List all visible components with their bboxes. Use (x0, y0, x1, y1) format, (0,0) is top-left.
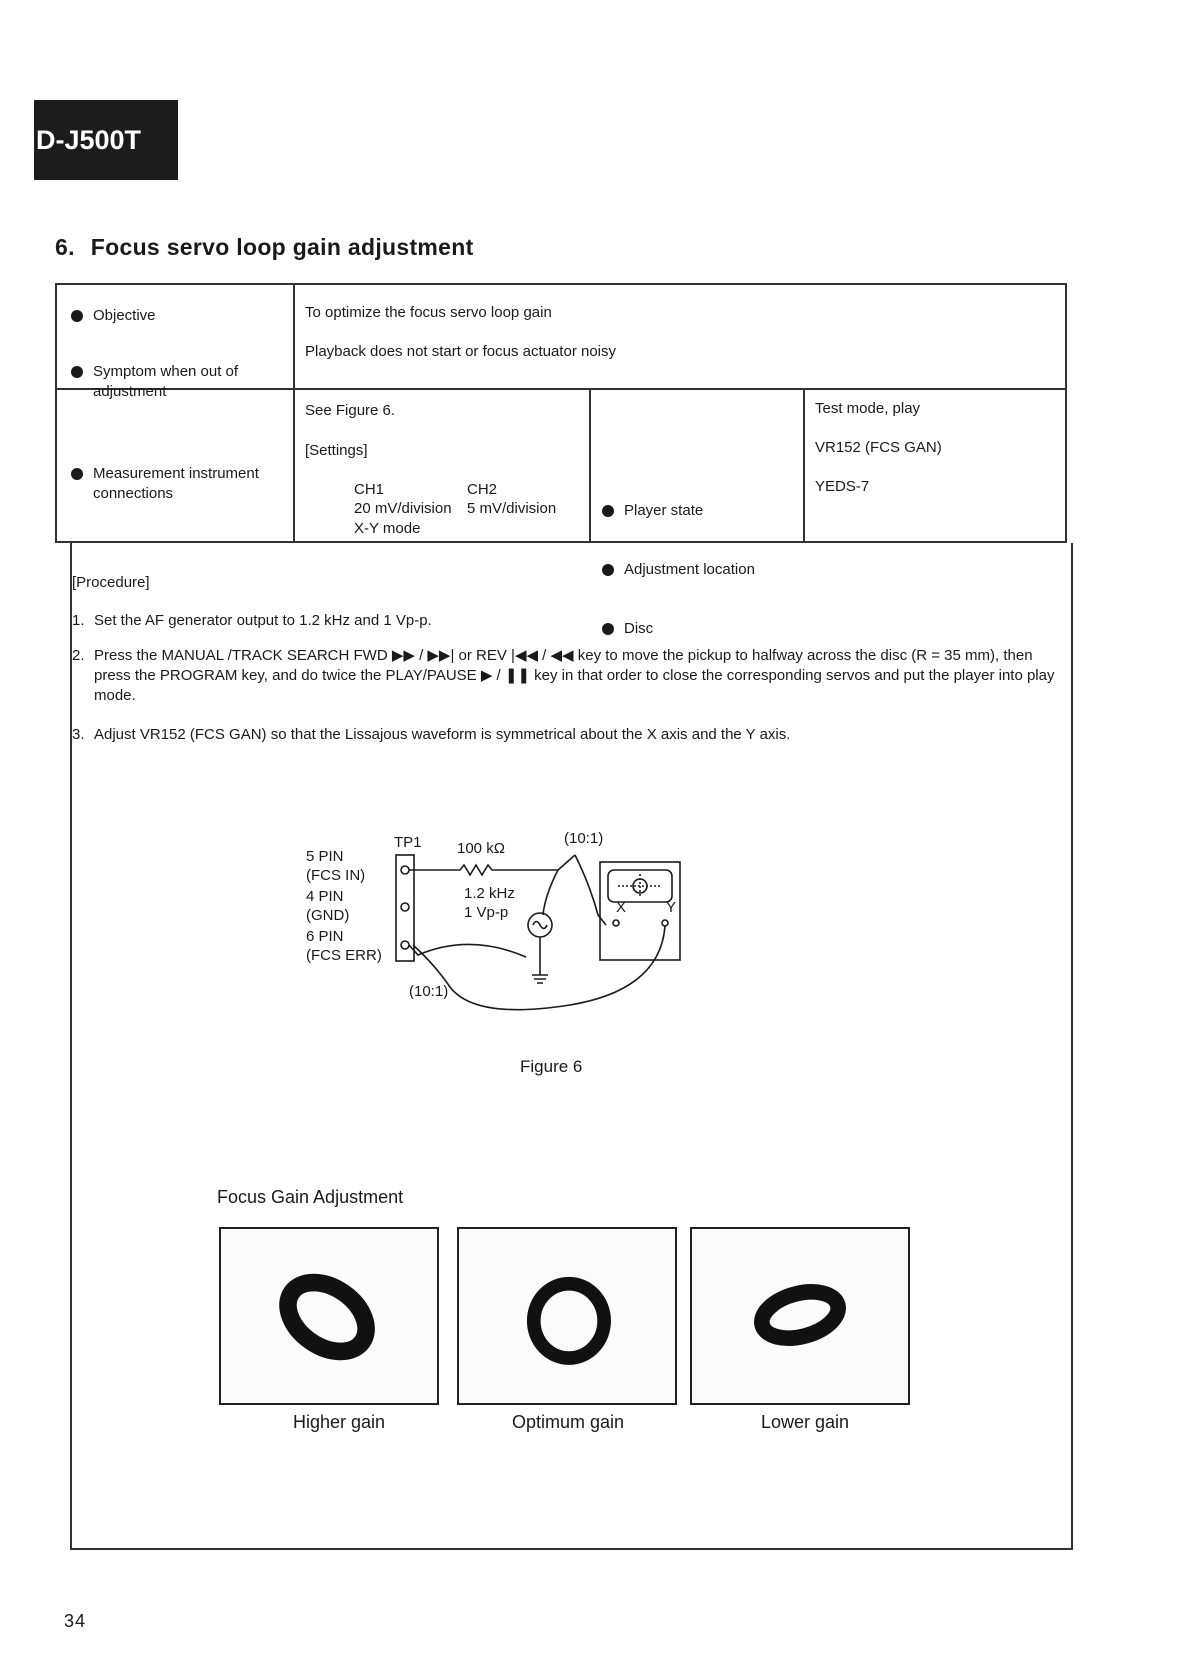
procedure-heading: [Procedure] (72, 574, 150, 591)
symptom-value: Playback does not start or focus actuator noisy (305, 343, 616, 360)
scope-x-terminal (613, 920, 619, 926)
step-text: Adjust VR152 (FCS GAN) so that the Lissajous waveform is symmetrical about the X axis and the Y axis. (94, 726, 791, 743)
photo-lower-gain (690, 1227, 910, 1405)
step-number: 2. (72, 647, 85, 664)
photo-label: Optimum gain (511, 1412, 625, 1432)
symptom-label: Symptom when out of adjustment (69, 362, 303, 402)
model-name: D-J500T (36, 124, 142, 155)
pin5-sub: (FCS IN) (306, 867, 366, 884)
step-number: 3. (72, 726, 85, 743)
scope-y-label: Y (666, 899, 677, 916)
player-state-label: Player state (600, 501, 1190, 521)
photo-optimum-gain (457, 1227, 677, 1405)
disc-value: YEDS-7 (815, 478, 870, 495)
pin6-sub: (FCS ERR) (306, 947, 382, 964)
procedure-step (72, 611, 1057, 631)
ch2-value: 5 mV/division (467, 500, 557, 517)
procedure-step (72, 725, 1057, 745)
probe-ratio-bottom: (10:1) (409, 983, 449, 1000)
sine-wave-icon (533, 922, 547, 929)
lissajous-higher-icon (221, 1229, 437, 1403)
gain-title: Focus Gain Adjustment (217, 1187, 404, 1207)
figure-caption: Figure 6 (520, 1057, 583, 1076)
probe-ratio-top: (10:1) (564, 830, 604, 847)
ground-icon (532, 937, 548, 983)
gnd-return-wire (409, 944, 526, 957)
player-state-value: Test mode, play (815, 400, 921, 417)
page-number: 34 (64, 1611, 87, 1631)
step-text: Press the MANUAL /TRACK SEARCH FWD ▶▶ / ▶▶| or REV |◀◀ / ◀◀ key to move the pickup to halfway across the disc (R = 35 mm), then press the PROGRAM key, and do twice the PLAY/PAUSE ▶ / ❚❚ key in that order to close the corresponding servos and put the player into play mode. (94, 647, 1055, 704)
procedure-step (72, 646, 1057, 706)
ch1-value: 20 mV/division (354, 500, 452, 517)
lissajous-optimum-icon (459, 1229, 675, 1403)
table-divider (589, 388, 591, 541)
section-heading (55, 234, 474, 261)
measurement-label: Measurement instrument connections (69, 464, 308, 504)
resistor-label: 100 kΩ (457, 840, 505, 857)
probe-cable-bottom (413, 926, 665, 1010)
scope-y-terminal (662, 920, 668, 926)
connector-block (396, 855, 414, 961)
objective-label: Objective (69, 306, 303, 326)
step-text: Set the AF generator output to 1.2 kHz and 1 Vp-p. (94, 612, 432, 629)
section-number: 6. (55, 234, 75, 260)
model-tag (34, 100, 178, 180)
ch1-label: CH1 (354, 481, 385, 498)
see-figure: See Figure 6. (305, 402, 396, 419)
scope-mode: X-Y mode (354, 520, 421, 537)
disc-label: Disc (600, 619, 1190, 639)
pin5-terminal (401, 866, 409, 874)
ch2-label: CH2 (467, 481, 498, 498)
photo-label: Lower gain (760, 1412, 850, 1432)
probe-cable-top (575, 855, 606, 925)
section-title: Focus servo loop gain adjustment (90, 234, 474, 260)
connection-diagram (300, 825, 700, 1035)
resistor-wire (409, 865, 558, 875)
screen-crosshair (618, 874, 662, 898)
pin4-label: 4 PIN (306, 888, 344, 905)
pin4-sub: (GND) (306, 907, 350, 924)
adjustment-location-value: VR152 (FCS GAN) (815, 439, 942, 456)
photo-higher-gain (219, 1227, 439, 1405)
step-number: 1. (72, 612, 85, 629)
pin6-label: 6 PIN (306, 928, 344, 945)
generator-amplitude: 1 Vp-p (464, 904, 509, 921)
pin5-label: 5 PIN (306, 848, 344, 865)
lissajous-lower-icon (692, 1229, 908, 1403)
probe-tip-top (558, 855, 575, 870)
scope-x-label: X (616, 899, 627, 916)
generator-wire (543, 870, 558, 915)
pin4-terminal (401, 903, 409, 911)
generator-frequency: 1.2 kHz (464, 885, 515, 902)
tp1-label: TP1 (394, 834, 422, 851)
settings-label: [Settings] (305, 442, 368, 459)
photo-label: Higher gain (292, 1412, 386, 1432)
objective-value: To optimize the focus servo loop gain (305, 304, 552, 321)
adjustment-location-label: Adjustment location (600, 560, 1190, 580)
pin6-terminal (401, 941, 409, 949)
